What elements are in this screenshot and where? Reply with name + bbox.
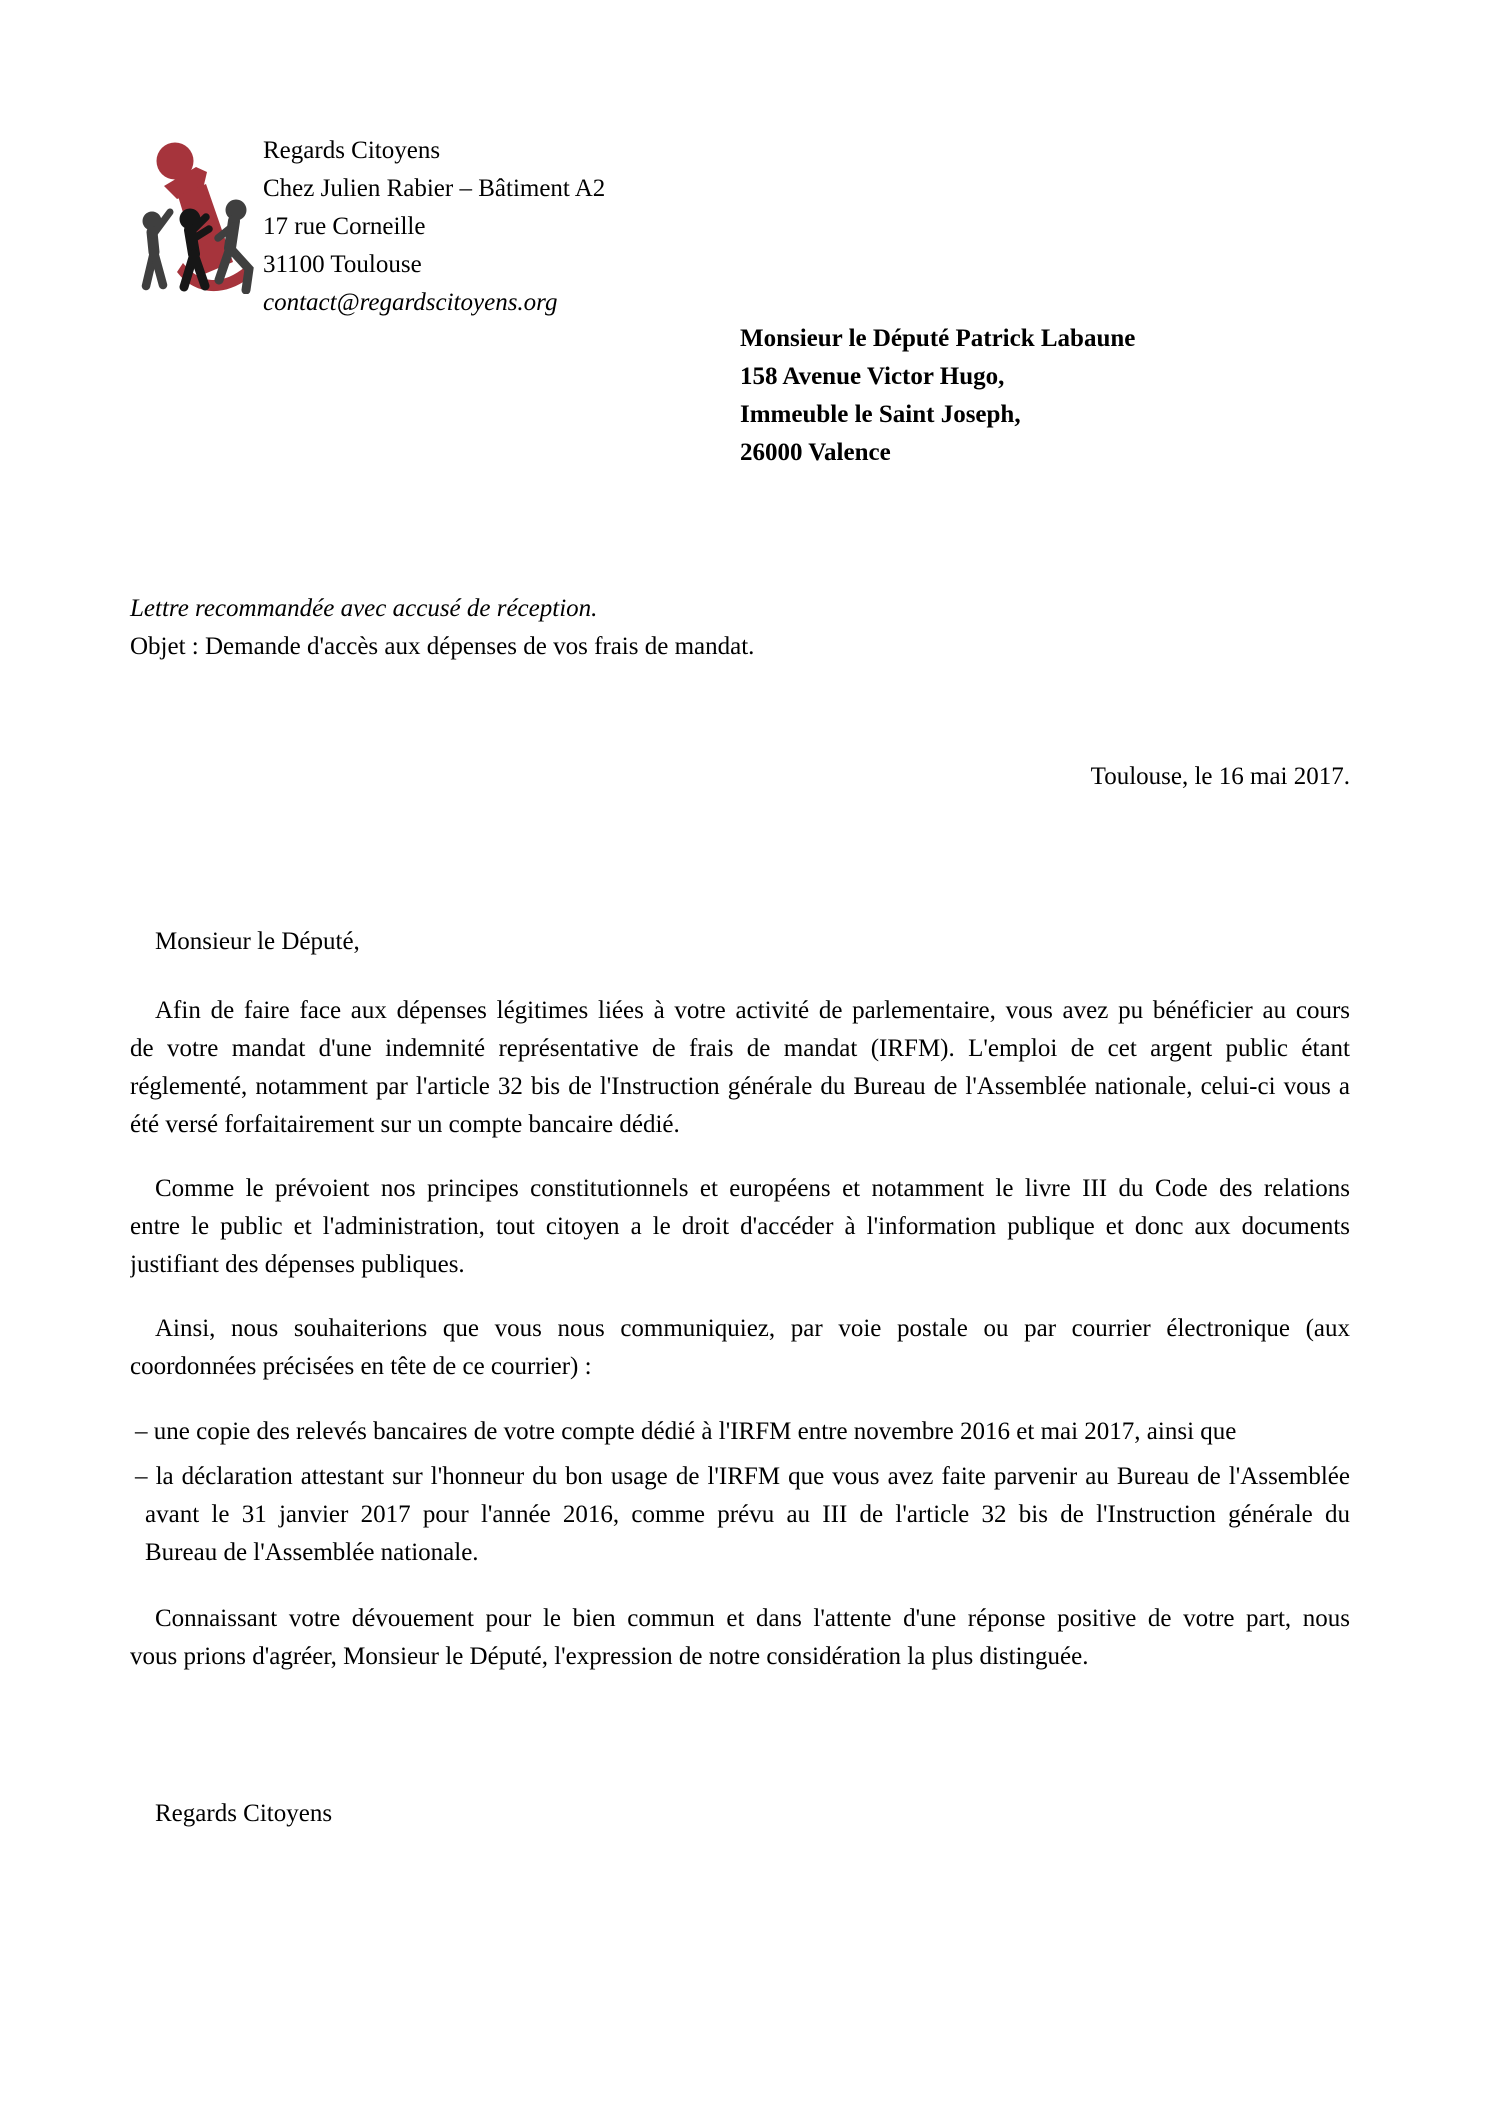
- bullet-item-bank-statements: [130, 1413, 1350, 1451]
- body-line: réglementé, notamment par l'article 32 bis de l'Instruction générale du Bureau de l'Assemblée nationale, celui-ci vous a: [130, 1073, 1350, 1100]
- date-line: Toulouse, le 16 mai 2017.: [1090, 763, 1350, 790]
- sender-address-line-2: 17 rue Corneille: [263, 213, 426, 240]
- subject-line: Objet : Demande d'accès aux dépenses de vos frais de mandat.: [130, 633, 755, 660]
- body-line: Comme le prévoient nos principes constitutionnels et européens et notamment le livre III du Code des relations: [155, 1175, 1350, 1202]
- signature: Regards Citoyens: [155, 1800, 333, 1827]
- sender-address-line-3: 31100 Toulouse: [263, 251, 422, 278]
- registered-mail-notice: Lettre recommandée avec accusé de réception.: [130, 595, 598, 622]
- body-line: entre le public et l'administration, tout citoyen a le droit d'accéder à l'information publique et donc aux documents: [130, 1213, 1350, 1240]
- left-figure-icon: [143, 212, 171, 287]
- sender-organization: Regards Citoyens: [263, 137, 441, 164]
- recipient-address-line-2: Immeuble le Saint Joseph,: [740, 401, 1021, 428]
- paragraph-legal-basis: [130, 1170, 1350, 1284]
- paragraph-irfm-intro: [130, 992, 1350, 1144]
- bullet-line: Bureau de l'Assemblée nationale.: [145, 1539, 479, 1566]
- regards-citoyens-logo-icon: [133, 139, 258, 294]
- letter-body: [130, 923, 1350, 1833]
- sender-email: contact@regardscitoyens.org: [263, 289, 558, 316]
- paragraph-closing: [130, 1600, 1350, 1676]
- paragraph-request: [130, 1310, 1350, 1386]
- sender-block: [263, 132, 605, 322]
- body-line: coordonnées précisées en tête de ce courrier) :: [130, 1353, 592, 1380]
- body-line: Ainsi, nous souhaiterions que vous nous communiquiez, par voie postale ou par courrier électronique (aux: [155, 1315, 1350, 1342]
- body-line: de votre mandat d'une indemnité représentative de frais de mandat (IRFM). L'emploi de cet argent public étant: [130, 1035, 1350, 1062]
- reference-block: [130, 590, 754, 666]
- recipient-name: Monsieur le Député Patrick Labaune: [740, 325, 1136, 352]
- recipient-address-line-1: 158 Avenue Victor Hugo,: [740, 363, 1005, 390]
- bullet-item-declaration: [130, 1458, 1350, 1572]
- body-line: justifiant des dépenses publiques.: [130, 1251, 465, 1278]
- bullet-line: – une copie des relevés bancaires de votre compte dédié à l'IRFM entre novembre 2016 et mai 2017, ainsi que: [135, 1418, 1237, 1445]
- recipient-address-line-3: 26000 Valence: [740, 439, 891, 466]
- recipient-block: [740, 320, 1135, 472]
- sender-address-line-1: Chez Julien Rabier – Bâtiment A2: [263, 175, 606, 202]
- body-line: Afin de faire face aux dépenses légitimes liées à votre activité de parlementaire, vous avez pu bénéficier au cours: [155, 997, 1350, 1024]
- body-line: Connaissant votre dévouement pour le bien commun et dans l'attente d'une réponse positive de votre part, nous: [155, 1605, 1350, 1632]
- salutation: Monsieur le Député,: [155, 928, 360, 955]
- body-line: été versé forfaitairement sur un compte bancaire dédié.: [130, 1111, 680, 1138]
- body-line: vous prions d'agréer, Monsieur le Député, l'expression de notre considération la plus distinguée.: [130, 1643, 1089, 1670]
- bullet-line: avant le 31 janvier 2017 pour l'année 2016, comme prévu au III de l'article 32 bis de l'Instruction générale du: [145, 1501, 1350, 1528]
- bullet-line: – la déclaration attestant sur l'honneur du bon usage de l'IRFM que vous avez faite parvenir au Bureau de l'Assemblée: [135, 1463, 1350, 1490]
